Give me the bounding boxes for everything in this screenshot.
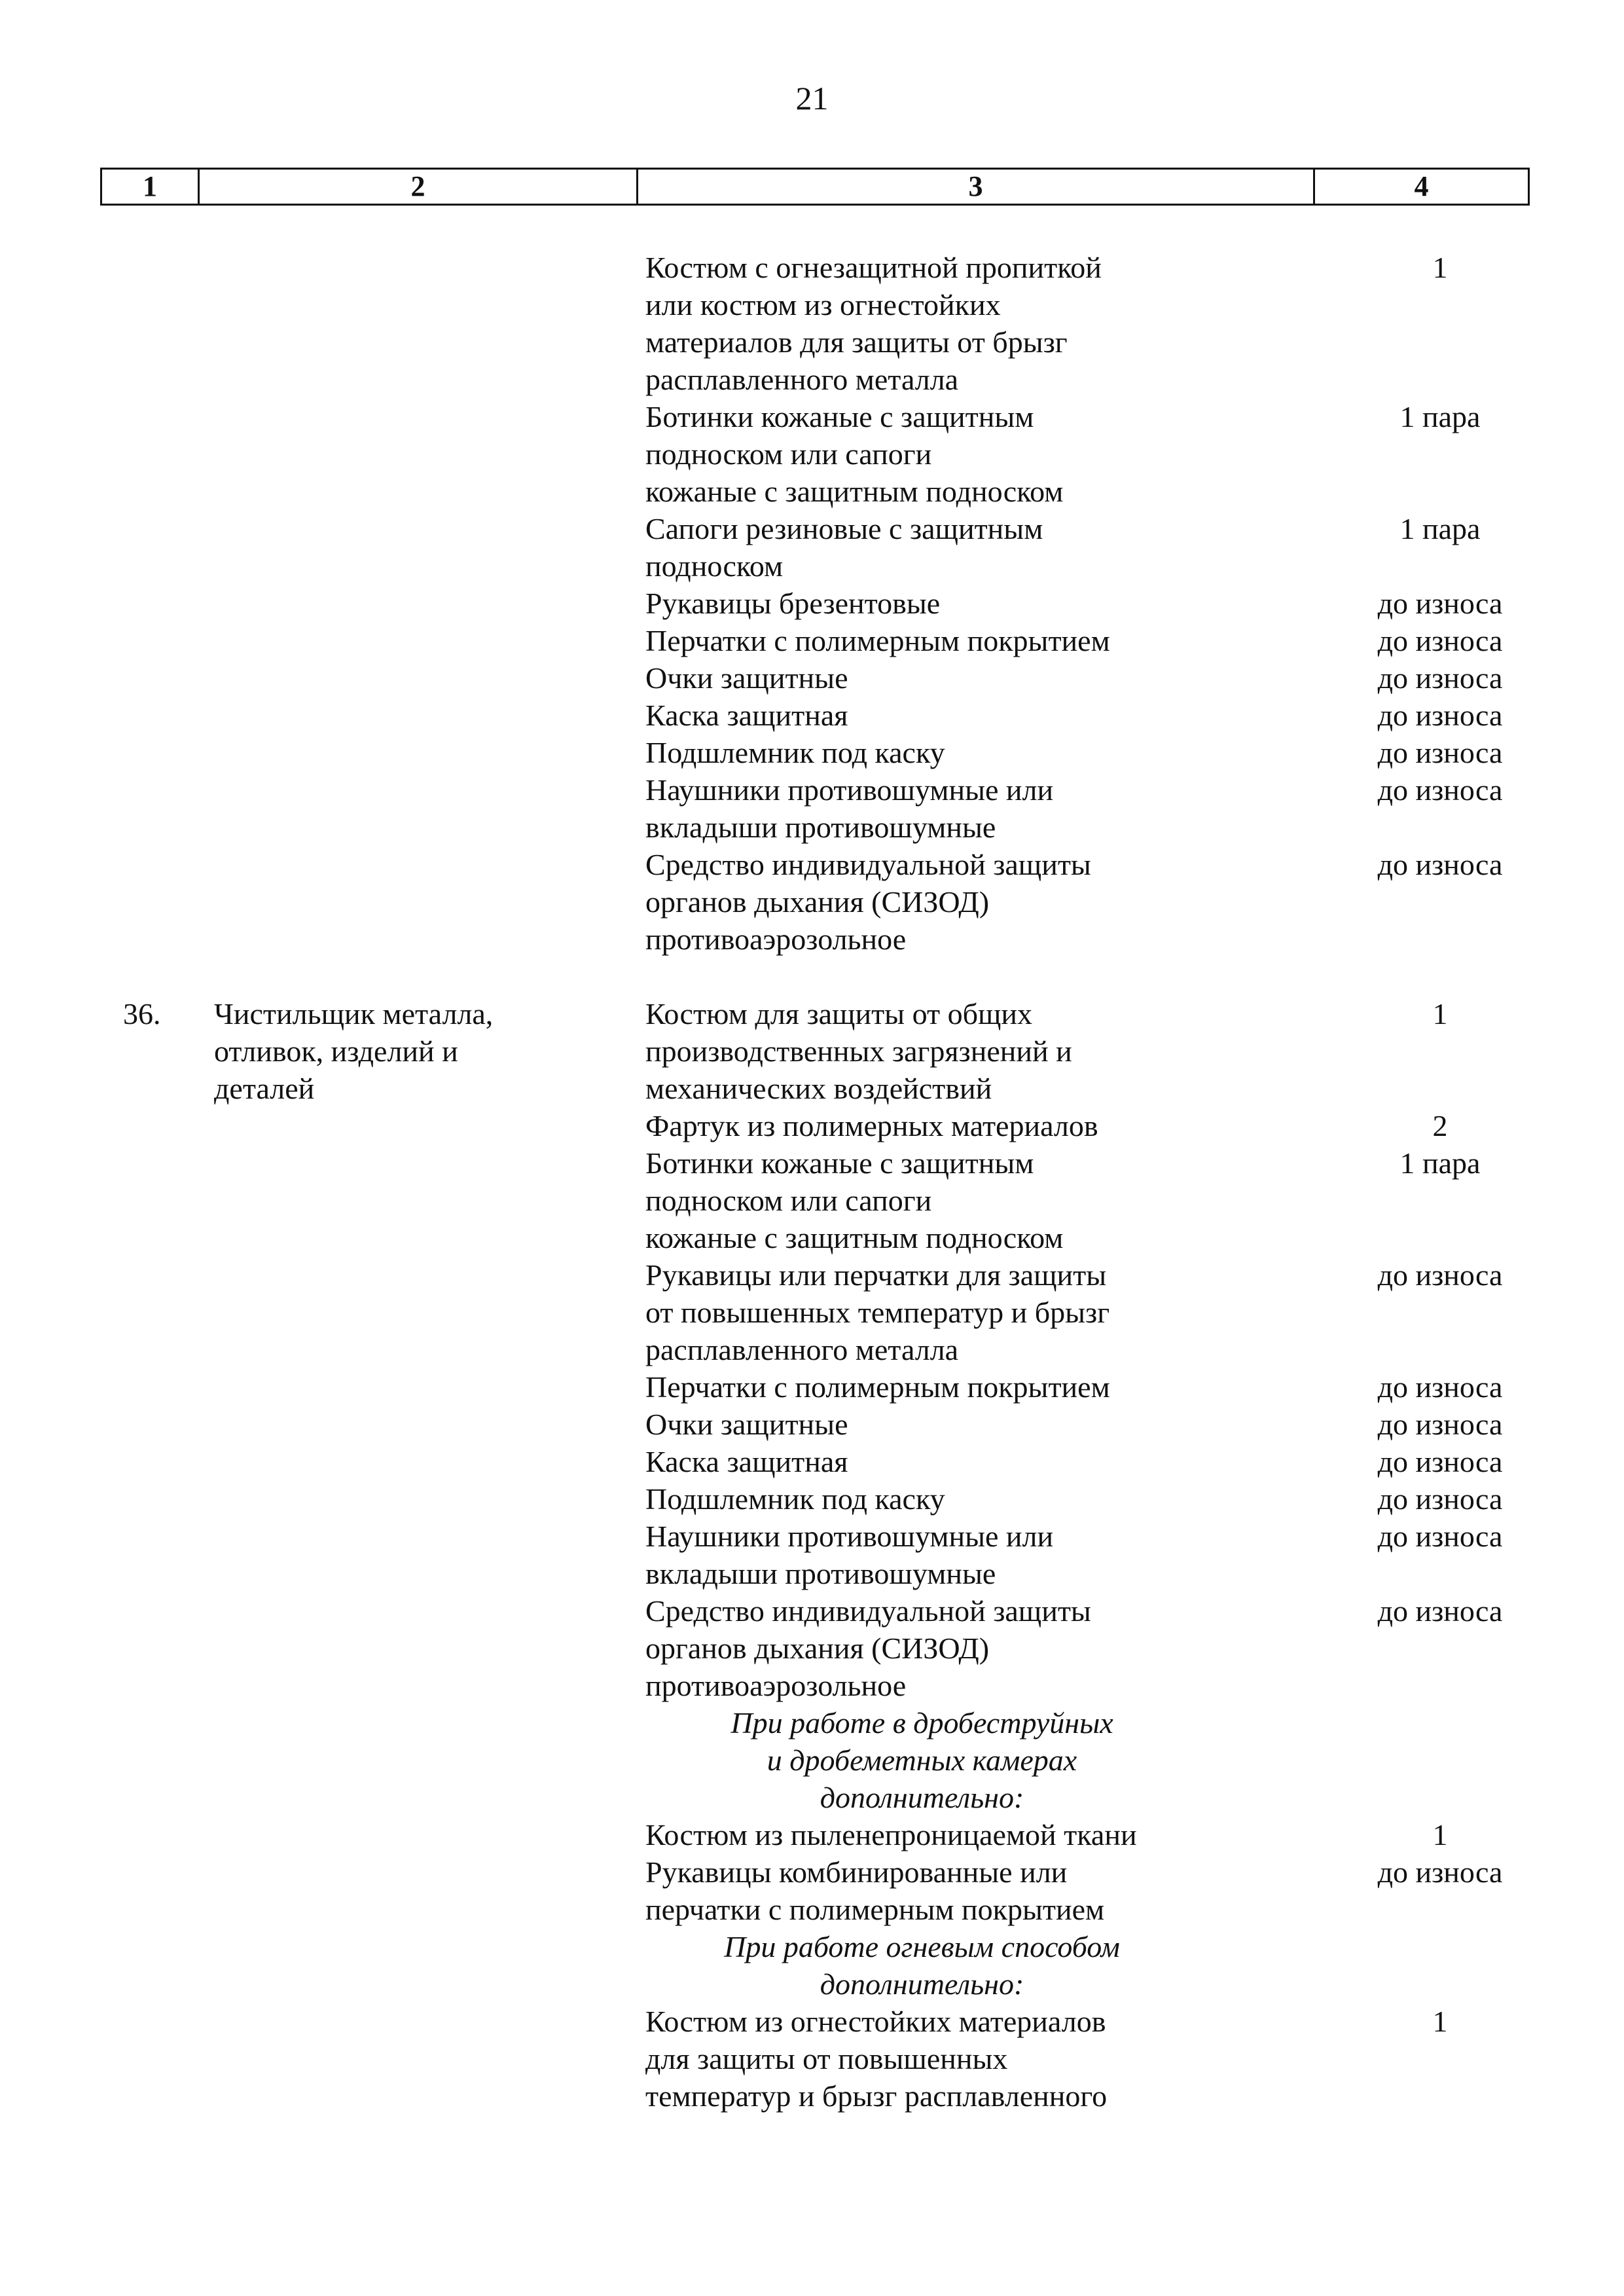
item-line: органов дыхания (СИЗОД) (645, 885, 990, 919)
item-qty: 1 (1432, 997, 1448, 1030)
item-line: кожаные с защитным подноском (645, 475, 1064, 508)
item-line: Очки защитные (645, 1408, 848, 1441)
item-line: Каска защитная (645, 1445, 848, 1478)
item-line: механических воздействий (645, 1072, 992, 1105)
item-line: расплавленного металла (645, 1333, 959, 1366)
page-number: 21 (795, 80, 829, 117)
item-qty: до износа (1377, 773, 1503, 807)
item-line: расплавленного металла (645, 363, 959, 396)
item-line: Подшлемник под каску (645, 1482, 945, 1516)
item-line: Рукавицы или перчатки для защиты (645, 1258, 1107, 1292)
item-line: Сапоги резиновые с защитным (645, 512, 1043, 545)
subsection-heading: При работе огневым способом (724, 1930, 1120, 1963)
item-line: Ботинки кожаные с защитным (645, 1146, 1034, 1180)
item-qty: до износа (1377, 736, 1503, 769)
item-qty: до износа (1377, 1520, 1503, 1553)
profession-line: деталей (214, 1072, 315, 1105)
item-qty: до износа (1377, 1855, 1503, 1889)
item-line: Наушники противошумные или (645, 1520, 1054, 1553)
item-line: или костюм из огнестойких (645, 288, 1001, 321)
item-line: Подшлемник под каску (645, 736, 945, 769)
item-line: подноском (645, 549, 784, 583)
item-line: для защиты от повышенных (645, 2042, 1008, 2075)
item-qty: 1 пара (1399, 400, 1481, 433)
item-qty: 2 (1432, 1109, 1448, 1142)
item-qty: до износа (1377, 1482, 1503, 1516)
item-line: противоаэрозольное (645, 922, 907, 956)
item-qty: до износа (1377, 587, 1503, 620)
item-line: противоаэрозольное (645, 1669, 907, 1702)
item-qty: 1 (1432, 2005, 1448, 2038)
item-qty: до износа (1377, 1445, 1503, 1478)
item-line: перчатки с полимерным покрытием (645, 1893, 1105, 1926)
item-line: вкладыши противошумные (645, 811, 996, 844)
item-line: подноском или сапоги (645, 1184, 932, 1217)
item-line: Костюм с огнезащитной пропиткой (645, 251, 1102, 284)
item-line: Костюм для защиты от общих (645, 997, 1033, 1030)
item-qty: 1 пара (1399, 1146, 1481, 1180)
header-col-2: 2 (200, 170, 638, 204)
item-qty: до износа (1377, 1408, 1503, 1441)
item-line: вкладыши противошумные (645, 1557, 996, 1590)
item-line: Фартук из полимерных материалов (645, 1109, 1098, 1142)
item-line: от повышенных температур и брызг (645, 1296, 1110, 1329)
header-col-3: 3 (638, 170, 1315, 204)
item-line: Ботинки кожаные с защитным (645, 400, 1034, 433)
item-qty: до износа (1377, 848, 1503, 881)
item-line: подноском или сапоги (645, 437, 932, 471)
profession-line: отливок, изделий и (214, 1034, 458, 1068)
item-qty: до износа (1377, 1258, 1503, 1292)
item-qty: до износа (1377, 661, 1503, 695)
item-line: материалов для защиты от брызг (645, 325, 1068, 359)
item-line: Очки защитные (645, 661, 848, 695)
subsection-heading: При работе в дробеструйных (731, 1706, 1113, 1740)
item-line: Средство индивидуальной защиты (645, 848, 1091, 881)
subsection-heading: и дробеметных камерах (767, 1743, 1077, 1777)
item-qty: до износа (1377, 1594, 1503, 1628)
item-line: Костюм из пыленепроницаемой ткани (645, 1818, 1137, 1851)
subsection-heading: дополнительно: (820, 1781, 1024, 1814)
item-line: Наушники противошумные или (645, 773, 1054, 807)
item-qty: 1 пара (1399, 512, 1481, 545)
item-line: производственных загрязнений и (645, 1034, 1072, 1068)
table-header (100, 168, 1530, 206)
item-qty: 1 (1432, 251, 1448, 284)
header-col-4: 4 (1414, 170, 1429, 202)
profession-line: Чистильщик металла, (214, 997, 494, 1030)
item-qty: до износа (1377, 699, 1503, 732)
item-line: Рукавицы брезентовые (645, 587, 941, 620)
item-qty: до износа (1377, 1370, 1503, 1404)
item-qty: до износа (1377, 624, 1503, 657)
item-line: Перчатки с полимерным покрытием (645, 1370, 1110, 1404)
item-line: температур и брызг расплавленного (645, 2079, 1108, 2113)
header-col-1: 1 (102, 170, 200, 204)
item-line: органов дыхания (СИЗОД) (645, 1631, 990, 1665)
item-qty: 1 (1432, 1818, 1448, 1851)
row-number: 36. (123, 997, 161, 1030)
item-line: Средство индивидуальной защиты (645, 1594, 1091, 1628)
item-line: Перчатки с полимерным покрытием (645, 624, 1110, 657)
item-line: Каска защитная (645, 699, 848, 732)
item-line: кожаные с защитным подноском (645, 1221, 1064, 1254)
item-line: Рукавицы комбинированные или (645, 1855, 1068, 1889)
item-line: Костюм из огнестойких материалов (645, 2005, 1106, 2038)
subsection-heading: дополнительно: (820, 1967, 1024, 2001)
